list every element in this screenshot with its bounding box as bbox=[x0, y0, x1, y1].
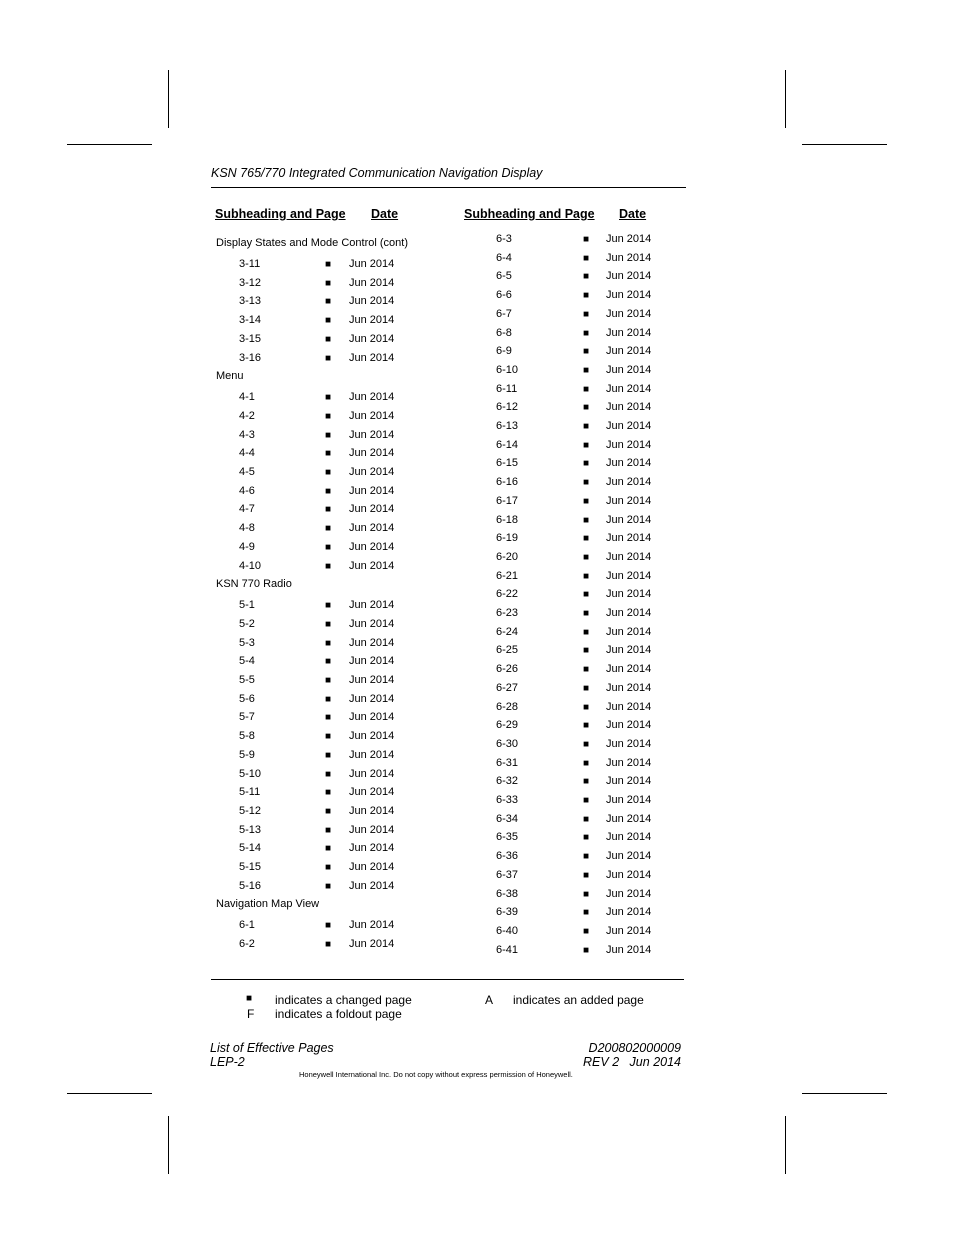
page-date: Jun 2014 bbox=[606, 326, 652, 339]
page-number: 6-31 bbox=[496, 756, 519, 769]
changed-page-marker: ■ bbox=[325, 352, 332, 364]
page-date: Jun 2014 bbox=[606, 532, 652, 545]
changed-page-marker: ■ bbox=[583, 551, 590, 563]
page-date: Jun 2014 bbox=[349, 428, 395, 441]
page-date: Jun 2014 bbox=[606, 438, 652, 451]
page-number: 6-8 bbox=[496, 326, 512, 339]
changed-page-marker: ■ bbox=[583, 421, 590, 432]
page-date: Jun 2014 bbox=[606, 924, 652, 937]
page-number: 4-1 bbox=[239, 391, 255, 404]
page-number: 5-4 bbox=[239, 655, 255, 668]
page-date: Jun 2014 bbox=[349, 674, 395, 686]
changed-page-marker: ■ bbox=[583, 234, 590, 245]
page-date: Jun 2014 bbox=[349, 351, 395, 364]
legend-added-text: indicates an added page bbox=[513, 993, 644, 1007]
page-number: 6-20 bbox=[496, 550, 519, 563]
page-date: Jun 2014 bbox=[349, 466, 395, 478]
page-date: Jun 2014 bbox=[606, 569, 652, 582]
crop-mark bbox=[802, 1093, 887, 1094]
page-date: Jun 2014 bbox=[606, 550, 652, 563]
page-number: 4-6 bbox=[239, 484, 255, 497]
crop-mark bbox=[168, 70, 169, 128]
page-date: Jun 2014 bbox=[606, 644, 652, 657]
changed-page-marker: ■ bbox=[325, 333, 332, 345]
page-number: 6-12 bbox=[496, 401, 519, 414]
changed-page-marker: ■ bbox=[325, 768, 332, 780]
changed-page-marker: ■ bbox=[583, 570, 590, 582]
changed-page-marker: ■ bbox=[325, 618, 332, 630]
copyright-notice: Honeywell International Inc. Do not copy without express permission of Honeywell. bbox=[299, 1070, 573, 1079]
changed-page-marker: ■ bbox=[583, 832, 590, 844]
changed-page-marker: ■ bbox=[325, 731, 332, 743]
page-date: Jun 2014 bbox=[606, 494, 652, 507]
page-date: Jun 2014 bbox=[606, 588, 652, 601]
page-date: Jun 2014 bbox=[349, 823, 395, 836]
changed-page-marker: ■ bbox=[325, 259, 332, 270]
footer-left bbox=[210, 1041, 334, 1069]
left-subheading-header: Subheading and Page bbox=[215, 207, 346, 221]
changed-page-marker: ■ bbox=[583, 383, 590, 395]
page-date: Jun 2014 bbox=[349, 559, 395, 572]
page-number: 5-10 bbox=[239, 767, 262, 780]
changed-page-marker: ■ bbox=[583, 925, 590, 937]
changed-page-marker: ■ bbox=[583, 327, 590, 339]
page-date: Jun 2014 bbox=[606, 513, 652, 526]
changed-page-marker: ■ bbox=[583, 477, 590, 489]
changed-page-marker: ■ bbox=[325, 862, 332, 873]
changed-page-marker: ■ bbox=[325, 939, 332, 951]
page-number: 5-11 bbox=[239, 786, 261, 799]
footer-section-name: List of Effective Pages bbox=[210, 1041, 334, 1055]
page-date: Jun 2014 bbox=[349, 484, 395, 497]
page-number: 4-7 bbox=[239, 503, 255, 516]
page-number: 4-4 bbox=[239, 447, 255, 460]
page-date: Jun 2014 bbox=[606, 943, 652, 956]
changed-page-marker: ■ bbox=[583, 626, 590, 638]
page-number: 6-17 bbox=[496, 494, 519, 507]
changed-page-marker: ■ bbox=[325, 675, 332, 686]
page-date: Jun 2014 bbox=[349, 919, 395, 932]
changed-page-marker: ■ bbox=[325, 787, 332, 799]
page-date: Jun 2014 bbox=[349, 314, 395, 327]
page-date: Jun 2014 bbox=[349, 391, 395, 404]
changed-page-marker: ■ bbox=[583, 589, 590, 601]
page-date: Jun 2014 bbox=[349, 636, 395, 649]
changed-page-marker: ■ bbox=[325, 749, 332, 761]
page-number: 5-15 bbox=[239, 861, 262, 873]
section-heading: KSN 770 Radio bbox=[216, 578, 292, 591]
page-number: 6-23 bbox=[496, 607, 519, 619]
changed-page-marker: ■ bbox=[325, 637, 332, 649]
page-date: Jun 2014 bbox=[606, 681, 652, 694]
changed-page-marker: ■ bbox=[583, 720, 590, 732]
page-date: Jun 2014 bbox=[606, 382, 652, 395]
changed-page-marker: ■ bbox=[583, 308, 590, 320]
page-date: Jun 2014 bbox=[349, 295, 395, 308]
page-date: Jun 2014 bbox=[349, 617, 395, 630]
footer-document-number: D200802000009 bbox=[588, 1041, 681, 1055]
page-date: Jun 2014 bbox=[606, 794, 652, 806]
page-date: Jun 2014 bbox=[349, 599, 395, 612]
page-number: 5-7 bbox=[239, 711, 255, 724]
changed-page-marker: ■ bbox=[583, 290, 590, 302]
page-number: 6-5 bbox=[496, 270, 512, 283]
page-date: Jun 2014 bbox=[606, 663, 652, 676]
changed-page-marker: ■ bbox=[325, 693, 332, 705]
changed-page-marker: ■ bbox=[325, 656, 332, 668]
page-number: 6-37 bbox=[496, 868, 519, 881]
page-number: 6-26 bbox=[496, 663, 519, 676]
changed-page-marker: ■ bbox=[583, 439, 590, 451]
changed-page-marker: ■ bbox=[583, 645, 590, 657]
page-number: 6-33 bbox=[496, 794, 519, 806]
page-number: 6-30 bbox=[496, 737, 519, 750]
page-date: Jun 2014 bbox=[606, 476, 652, 489]
changed-page-marker: ■ bbox=[325, 600, 332, 612]
page-date: Jun 2014 bbox=[606, 363, 652, 376]
header-rule bbox=[211, 187, 686, 188]
page-number: 6-38 bbox=[496, 887, 519, 900]
page-number: 6-29 bbox=[496, 719, 519, 732]
page-number: 6-39 bbox=[496, 906, 519, 919]
page-number: 6-34 bbox=[496, 812, 519, 825]
page-number: 6-18 bbox=[496, 513, 519, 526]
changed-page-marker: ■ bbox=[583, 869, 590, 881]
page-date: Jun 2014 bbox=[606, 625, 652, 638]
changed-page-marker: ■ bbox=[325, 315, 332, 327]
page-date: Jun 2014 bbox=[606, 906, 652, 919]
page-date: Jun 2014 bbox=[349, 730, 395, 743]
left-date-header: Date bbox=[371, 207, 399, 221]
changed-page-marker: ■ bbox=[325, 410, 332, 422]
right-date-header: Date bbox=[619, 207, 647, 221]
page-number: 3-12 bbox=[239, 276, 262, 289]
page-number: 6-25 bbox=[496, 644, 519, 657]
page-number: 5-2 bbox=[239, 617, 255, 630]
changed-page-marker: ■ bbox=[325, 467, 332, 478]
page-number: 6-11 bbox=[496, 382, 518, 395]
legend-changed-symbol: ■ bbox=[246, 993, 253, 1004]
legend-foldout-text: indicates a foldout page bbox=[275, 1007, 402, 1021]
changed-page-marker: ■ bbox=[583, 458, 590, 470]
right-subheading-header: Subheading and Page bbox=[464, 207, 595, 221]
page-date: Jun 2014 bbox=[606, 737, 652, 750]
page-date: Jun 2014 bbox=[349, 711, 395, 724]
page-date: Jun 2014 bbox=[606, 850, 652, 863]
page-number: 4-2 bbox=[239, 409, 255, 422]
page-date: Jun 2014 bbox=[349, 748, 395, 761]
changed-page-marker: ■ bbox=[583, 664, 590, 676]
page-date: Jun 2014 bbox=[606, 719, 652, 732]
changed-page-marker: ■ bbox=[583, 757, 590, 769]
page-number: 6-2 bbox=[239, 938, 255, 951]
changed-page-marker: ■ bbox=[583, 738, 590, 750]
page-date: Jun 2014 bbox=[349, 842, 395, 855]
page-number: 6-14 bbox=[496, 438, 519, 451]
page-date: Jun 2014 bbox=[349, 655, 395, 668]
page-date: Jun 2014 bbox=[606, 812, 652, 825]
page-number: 5-13 bbox=[239, 823, 262, 836]
page-date: Jun 2014 bbox=[349, 409, 395, 422]
page-number: 5-8 bbox=[239, 730, 255, 743]
page-number: 6-22 bbox=[496, 588, 519, 601]
changed-page-marker: ■ bbox=[325, 448, 332, 460]
crop-mark bbox=[67, 1093, 152, 1094]
page-date: Jun 2014 bbox=[606, 775, 652, 788]
page-date: Jun 2014 bbox=[606, 233, 652, 245]
page-number: 3-14 bbox=[239, 314, 262, 327]
changed-page-marker: ■ bbox=[583, 944, 590, 956]
changed-page-marker: ■ bbox=[325, 824, 332, 836]
page-date: Jun 2014 bbox=[606, 457, 652, 470]
page-number: 5-3 bbox=[239, 636, 255, 649]
page-date: Jun 2014 bbox=[349, 767, 395, 780]
changed-page-marker: ■ bbox=[325, 485, 332, 497]
page-date: Jun 2014 bbox=[606, 251, 652, 264]
page-date: Jun 2014 bbox=[349, 258, 395, 270]
page-number: 6-9 bbox=[496, 345, 512, 358]
changed-page-marker: ■ bbox=[583, 364, 590, 376]
changed-page-marker: ■ bbox=[583, 533, 590, 545]
page-number: 6-13 bbox=[496, 420, 519, 432]
page-number: 5-5 bbox=[239, 674, 255, 686]
page-number: 6-7 bbox=[496, 307, 512, 320]
legend-foldout-symbol: F bbox=[247, 1007, 255, 1021]
page-number: 3-13 bbox=[239, 295, 262, 308]
crop-mark bbox=[785, 70, 786, 128]
page-date: Jun 2014 bbox=[349, 692, 395, 705]
page-number: 5-6 bbox=[239, 692, 255, 705]
section-heading: Display States and Mode Control (cont) bbox=[216, 237, 408, 249]
page-number: 6-36 bbox=[496, 850, 519, 863]
page-date: Jun 2014 bbox=[606, 307, 652, 320]
changed-page-marker: ■ bbox=[325, 523, 332, 535]
page-date: Jun 2014 bbox=[349, 879, 395, 892]
legend-changed-text: indicates a changed page bbox=[275, 993, 412, 1007]
page-date: Jun 2014 bbox=[606, 401, 652, 414]
page-date: Jun 2014 bbox=[606, 887, 652, 900]
page-number: 4-3 bbox=[239, 428, 255, 441]
page-date: Jun 2014 bbox=[349, 447, 395, 460]
crop-mark bbox=[67, 144, 152, 145]
changed-page-marker: ■ bbox=[583, 888, 590, 900]
page-date: Jun 2014 bbox=[349, 522, 395, 535]
changed-page-marker: ■ bbox=[583, 851, 590, 863]
changed-page-marker: ■ bbox=[583, 795, 590, 806]
page-date: Jun 2014 bbox=[349, 332, 395, 345]
page-number: 6-4 bbox=[496, 251, 512, 264]
section-heading: Navigation Map View bbox=[216, 898, 320, 911]
page-number: 4-10 bbox=[239, 559, 262, 572]
page-number: 5-1 bbox=[239, 599, 255, 612]
changed-page-marker: ■ bbox=[583, 346, 590, 358]
crop-mark bbox=[802, 144, 887, 145]
page-date: Jun 2014 bbox=[606, 831, 652, 844]
page-number: 4-8 bbox=[239, 522, 255, 535]
changed-page-marker: ■ bbox=[325, 920, 332, 932]
crop-mark bbox=[785, 1116, 786, 1174]
page-number: 6-6 bbox=[496, 289, 512, 302]
page-date: Jun 2014 bbox=[606, 607, 652, 619]
page-number: 5-12 bbox=[239, 804, 262, 817]
page-date: Jun 2014 bbox=[606, 420, 652, 432]
changed-page-marker: ■ bbox=[583, 701, 590, 713]
changed-page-marker: ■ bbox=[325, 805, 332, 817]
page-date: Jun 2014 bbox=[349, 503, 395, 516]
page-date: Jun 2014 bbox=[606, 289, 652, 302]
page-number: 4-5 bbox=[239, 466, 255, 478]
changed-page-marker: ■ bbox=[583, 271, 590, 283]
changed-page-marker: ■ bbox=[583, 907, 590, 919]
changed-page-marker: ■ bbox=[325, 712, 332, 724]
changed-page-marker: ■ bbox=[325, 429, 332, 441]
page-number: 5-16 bbox=[239, 879, 262, 892]
page-date: Jun 2014 bbox=[606, 345, 652, 358]
page-number: 6-10 bbox=[496, 363, 519, 376]
page-date: Jun 2014 bbox=[349, 861, 395, 873]
changed-page-marker: ■ bbox=[583, 776, 590, 788]
changed-page-marker: ■ bbox=[325, 296, 332, 308]
page-number: 6-41 bbox=[496, 943, 519, 956]
changed-page-marker: ■ bbox=[325, 843, 332, 855]
changed-page-marker: ■ bbox=[583, 682, 590, 694]
page-number: 6-35 bbox=[496, 831, 519, 844]
footer-page-number: LEP-2 bbox=[210, 1055, 245, 1069]
footer-revision: REV 2 Jun 2014 bbox=[583, 1055, 681, 1069]
page-date: Jun 2014 bbox=[349, 540, 395, 553]
page-number: 5-14 bbox=[239, 842, 262, 855]
page-number: 5-9 bbox=[239, 748, 255, 761]
changed-page-marker: ■ bbox=[325, 560, 332, 572]
changed-page-marker: ■ bbox=[325, 880, 332, 892]
page-number: 6-32 bbox=[496, 775, 519, 788]
page-number: 6-21 bbox=[496, 569, 519, 582]
changed-page-marker: ■ bbox=[325, 392, 332, 404]
page-date: Jun 2014 bbox=[349, 804, 395, 817]
page-date: Jun 2014 bbox=[606, 700, 652, 713]
page-number: 6-15 bbox=[496, 457, 519, 470]
page-number: 6-24 bbox=[496, 625, 519, 638]
changed-page-marker: ■ bbox=[583, 402, 590, 414]
page-number: 6-1 bbox=[239, 919, 255, 932]
changed-page-marker: ■ bbox=[583, 252, 590, 264]
page-date: Jun 2014 bbox=[606, 868, 652, 881]
footer-right bbox=[583, 1041, 681, 1069]
page-number: 6-3 bbox=[496, 233, 512, 245]
document-title: KSN 765/770 Integrated Communication Navigation Display bbox=[211, 166, 543, 180]
page-number: 6-27 bbox=[496, 681, 519, 694]
changed-page-marker: ■ bbox=[325, 541, 332, 553]
page-number: 4-9 bbox=[239, 540, 255, 553]
page-number: 3-11 bbox=[239, 258, 261, 270]
page-date: Jun 2014 bbox=[349, 938, 395, 951]
page-number: 3-15 bbox=[239, 332, 262, 345]
page-number: 3-16 bbox=[239, 351, 262, 364]
page-number: 6-40 bbox=[496, 924, 519, 937]
crop-mark bbox=[168, 1116, 169, 1174]
page-date: Jun 2014 bbox=[606, 270, 652, 283]
changed-page-marker: ■ bbox=[583, 514, 590, 526]
page-number: 6-19 bbox=[496, 532, 519, 545]
table-bottom-rule bbox=[211, 979, 684, 980]
page-date: Jun 2014 bbox=[349, 276, 395, 289]
page-number: 6-28 bbox=[496, 700, 519, 713]
legend-added-symbol: A bbox=[485, 993, 494, 1007]
changed-page-marker: ■ bbox=[583, 495, 590, 507]
page-number: 6-16 bbox=[496, 476, 519, 489]
section-heading: Menu bbox=[216, 370, 244, 383]
changed-page-marker: ■ bbox=[325, 277, 332, 289]
page-date: Jun 2014 bbox=[606, 756, 652, 769]
changed-page-marker: ■ bbox=[583, 608, 590, 619]
page-date: Jun 2014 bbox=[349, 786, 395, 799]
changed-page-marker: ■ bbox=[583, 813, 590, 825]
changed-page-marker: ■ bbox=[325, 504, 332, 516]
